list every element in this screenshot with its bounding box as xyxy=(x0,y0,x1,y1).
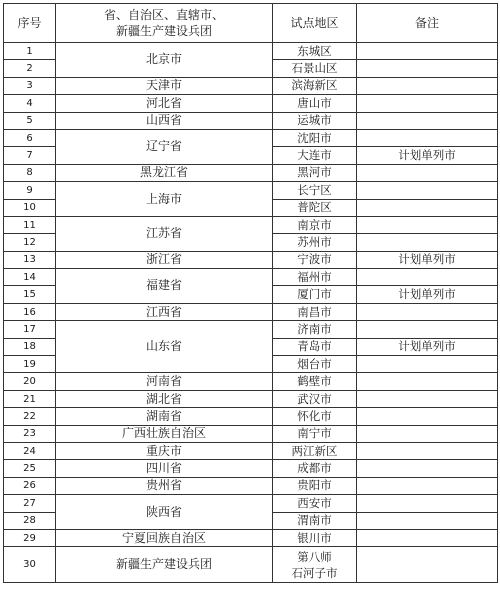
seq-cell: 20 xyxy=(4,373,56,390)
pilot-cell: 鹤壁市 xyxy=(273,373,357,390)
province-cell: 湖北省 xyxy=(56,390,273,407)
seq-cell: 25 xyxy=(4,460,56,477)
note-cell xyxy=(357,303,498,320)
pilot-cell: 济南市 xyxy=(273,321,357,338)
pilot-cell: 厦门市 xyxy=(273,286,357,303)
seq-cell: 17 xyxy=(4,321,56,338)
pilot-cell: 石景山区 xyxy=(273,60,357,77)
table-row xyxy=(4,373,498,390)
note-cell xyxy=(357,477,498,494)
note-cell: 计划单列市 xyxy=(357,338,498,355)
province-cell: 四川省 xyxy=(56,460,273,477)
pilot-cell: 银川市 xyxy=(273,529,357,546)
note-cell xyxy=(357,356,498,373)
province-cell: 新疆生产建设兵团 xyxy=(56,547,273,583)
province-cell: 浙江省 xyxy=(56,251,273,268)
province-cell: 黑龙江省 xyxy=(56,164,273,181)
table-row xyxy=(4,77,498,94)
province-cell: 辽宁省 xyxy=(56,129,273,164)
note-cell xyxy=(357,95,498,112)
province-cell: 宁夏回族自治区 xyxy=(56,529,273,546)
seq-cell: 3 xyxy=(4,77,56,94)
seq-cell: 18 xyxy=(4,338,56,355)
seq-cell: 24 xyxy=(4,442,56,459)
header-seq: 序号 xyxy=(4,4,56,43)
province-cell: 河北省 xyxy=(56,95,273,112)
pilot-cell: 东城区 xyxy=(273,43,357,60)
province-cell: 天津市 xyxy=(56,77,273,94)
note-cell xyxy=(357,234,498,251)
table-row xyxy=(4,529,498,546)
seq-cell: 7 xyxy=(4,147,56,164)
table-row xyxy=(4,321,498,338)
table-row xyxy=(4,408,498,425)
note-cell xyxy=(357,529,498,546)
header-province-line1: 省、自治区、直辖市、 xyxy=(103,8,224,22)
seq-cell: 13 xyxy=(4,251,56,268)
pilot-cell: 大连市 xyxy=(273,147,357,164)
seq-cell: 30 xyxy=(4,547,56,583)
seq-cell: 22 xyxy=(4,408,56,425)
seq-cell: 1 xyxy=(4,43,56,60)
seq-cell: 26 xyxy=(4,477,56,494)
seq-cell: 23 xyxy=(4,425,56,442)
table-row xyxy=(4,269,498,286)
pilot-cell: 唐山市 xyxy=(273,95,357,112)
note-cell xyxy=(357,321,498,338)
seq-cell: 16 xyxy=(4,303,56,320)
note-cell xyxy=(357,390,498,407)
seq-cell: 15 xyxy=(4,286,56,303)
province-cell: 江西省 xyxy=(56,303,273,320)
pilot-cell: 沈阳市 xyxy=(273,129,357,146)
province-cell: 贵州省 xyxy=(56,477,273,494)
table-row xyxy=(4,216,498,233)
table-row xyxy=(4,425,498,442)
province-cell: 上海市 xyxy=(56,182,273,217)
table-row xyxy=(4,495,498,512)
table-row xyxy=(4,182,498,199)
province-cell: 广西壮族自治区 xyxy=(56,425,273,442)
pilot-cell: 福州市 xyxy=(273,269,357,286)
pilot-cell: 南昌市 xyxy=(273,303,357,320)
seq-cell: 10 xyxy=(4,199,56,216)
note-cell xyxy=(357,112,498,129)
note-cell xyxy=(357,408,498,425)
seq-cell: 8 xyxy=(4,164,56,181)
seq-cell: 14 xyxy=(4,269,56,286)
province-cell: 北京市 xyxy=(56,43,273,78)
note-cell xyxy=(357,182,498,199)
seq-cell: 27 xyxy=(4,495,56,512)
table-row xyxy=(4,460,498,477)
province-cell: 河南省 xyxy=(56,373,273,390)
header-note: 备注 xyxy=(357,4,498,43)
pilot-cell: 南京市 xyxy=(273,216,357,233)
seq-cell: 9 xyxy=(4,182,56,199)
pilot-cell: 成都市 xyxy=(273,460,357,477)
pilot-cell: 烟台市 xyxy=(273,356,357,373)
pilot-regions-table-container xyxy=(3,3,498,583)
pilot-regions-table xyxy=(3,3,498,583)
pilot-cell: 长宁区 xyxy=(273,182,357,199)
table-row xyxy=(4,442,498,459)
pilot-line1: 第八师 xyxy=(297,549,332,564)
note-cell xyxy=(357,216,498,233)
seq-cell: 21 xyxy=(4,390,56,407)
pilot-cell: 青岛市 xyxy=(273,338,357,355)
note-cell xyxy=(357,77,498,94)
note-cell xyxy=(357,442,498,459)
header-province xyxy=(56,4,273,43)
note-cell xyxy=(357,129,498,146)
header-province-line2: 新疆生产建设兵团 xyxy=(115,24,212,38)
pilot-cell: 南宁市 xyxy=(273,425,357,442)
province-cell: 陕西省 xyxy=(56,495,273,530)
pilot-cell: 贵阳市 xyxy=(273,477,357,494)
seq-cell: 2 xyxy=(4,60,56,77)
pilot-line2: 石河子市 xyxy=(291,565,338,580)
pilot-cell: 两江新区 xyxy=(273,442,357,459)
seq-cell: 19 xyxy=(4,356,56,373)
seq-cell: 28 xyxy=(4,512,56,529)
note-cell xyxy=(357,43,498,60)
pilot-cell: 黑河市 xyxy=(273,164,357,181)
pilot-cell: 武汉市 xyxy=(273,390,357,407)
table-header-row xyxy=(4,4,498,43)
province-cell: 江苏省 xyxy=(56,216,273,251)
province-cell: 湖南省 xyxy=(56,408,273,425)
table-row xyxy=(4,112,498,129)
pilot-cell: 西安市 xyxy=(273,495,357,512)
seq-cell: 4 xyxy=(4,95,56,112)
pilot-cell: 普陀区 xyxy=(273,199,357,216)
note-cell xyxy=(357,60,498,77)
seq-cell: 12 xyxy=(4,234,56,251)
table-row xyxy=(4,390,498,407)
header-pilot: 试点地区 xyxy=(273,4,357,43)
seq-cell: 5 xyxy=(4,112,56,129)
table-row xyxy=(4,164,498,181)
table-row xyxy=(4,477,498,494)
table-row xyxy=(4,129,498,146)
province-cell: 重庆市 xyxy=(56,442,273,459)
table-row xyxy=(4,251,498,268)
province-cell: 山东省 xyxy=(56,321,273,373)
pilot-cell: 怀化市 xyxy=(273,408,357,425)
seq-cell: 6 xyxy=(4,129,56,146)
note-cell: 计划单列市 xyxy=(357,147,498,164)
note-cell: 计划单列市 xyxy=(357,286,498,303)
note-cell xyxy=(357,547,498,583)
table-row xyxy=(4,95,498,112)
table-row xyxy=(4,43,498,60)
pilot-cell: 滨海新区 xyxy=(273,77,357,94)
note-cell xyxy=(357,164,498,181)
note-cell xyxy=(357,425,498,442)
note-cell: 计划单列市 xyxy=(357,251,498,268)
province-cell: 福建省 xyxy=(56,269,273,304)
province-cell: 山西省 xyxy=(56,112,273,129)
pilot-cell: 苏州市 xyxy=(273,234,357,251)
note-cell xyxy=(357,373,498,390)
seq-cell: 11 xyxy=(4,216,56,233)
note-cell xyxy=(357,269,498,286)
seq-cell: 29 xyxy=(4,529,56,546)
note-cell xyxy=(357,512,498,529)
table-row xyxy=(4,547,498,583)
note-cell xyxy=(357,199,498,216)
pilot-cell: 宁波市 xyxy=(273,251,357,268)
pilot-cell: 运城市 xyxy=(273,112,357,129)
table-row xyxy=(4,303,498,320)
pilot-cell xyxy=(273,547,357,583)
note-cell xyxy=(357,460,498,477)
note-cell xyxy=(357,495,498,512)
pilot-cell: 渭南市 xyxy=(273,512,357,529)
